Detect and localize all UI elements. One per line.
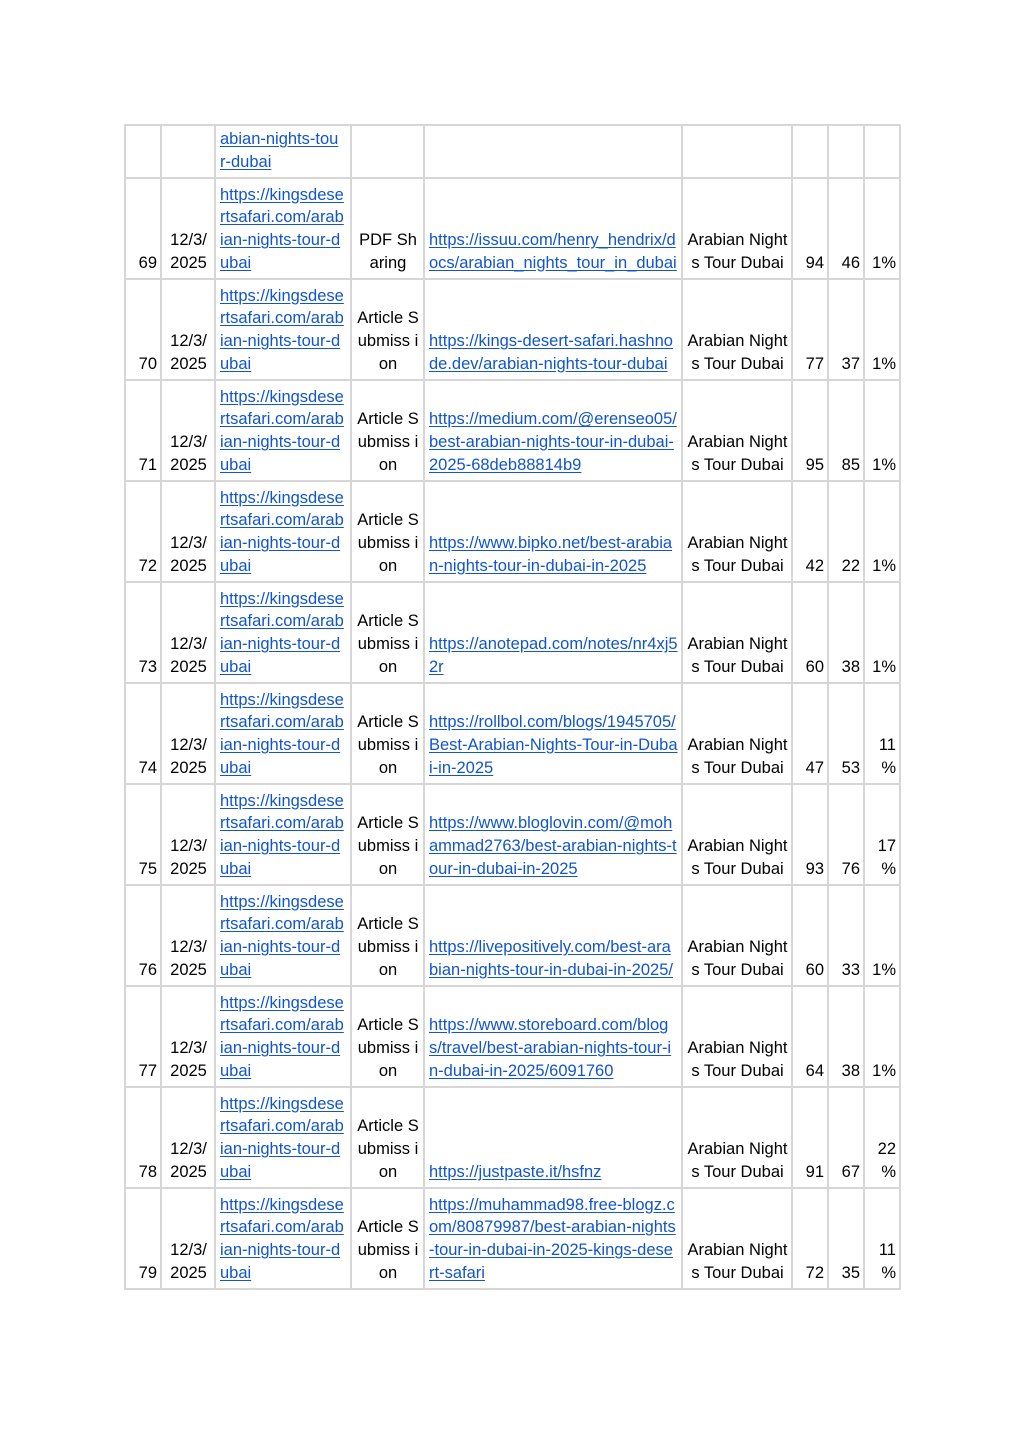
row-da: 72 <box>805 1263 824 1282</box>
cell-ss <box>864 380 900 481</box>
submission-link[interactable]: https://justpaste.it/hsfnz <box>429 1162 602 1181</box>
row-ss: 1% <box>872 455 896 474</box>
cell-da <box>792 683 828 784</box>
cell-ss <box>864 279 900 380</box>
cell-ss <box>864 683 900 784</box>
row-number: 73 <box>138 657 157 676</box>
cell-type <box>351 1188 424 1289</box>
backlink-table <box>124 124 901 1290</box>
source-link[interactable]: https://kingsdesertsafari.com/arabian-nights-tour-dubai <box>220 286 344 373</box>
cell-type <box>351 125 424 178</box>
cell-ss <box>864 784 900 885</box>
cell-pa <box>828 885 864 986</box>
row-submission-type: Article Submiss ion <box>357 1016 419 1080</box>
cell-keyword <box>682 683 792 784</box>
row-keyword: Arabian Nights Tour Dubai <box>687 433 788 474</box>
row-ss: 1% <box>872 354 896 373</box>
source-link[interactable]: abian-nights-tou r-dubai <box>220 130 339 171</box>
cell-keyword <box>682 1188 792 1289</box>
cell-pa <box>828 1188 864 1289</box>
table-row <box>125 1188 900 1289</box>
cell-da <box>792 380 828 481</box>
cell-keyword <box>682 178 792 279</box>
cell-number <box>125 683 161 784</box>
row-date: 12/3/ 2025 <box>170 1140 207 1181</box>
row-number: 74 <box>138 758 157 777</box>
submission-link[interactable]: https://www.bloglovin.com/@mohammad2763/best-arabian-nights-tour-in-dubai-in-2025 <box>429 814 677 878</box>
submission-link[interactable]: https://livepositively.com/best-arabian-nights-tour-in-dubai-in-2025/ <box>429 938 673 979</box>
row-number: 77 <box>138 1061 157 1080</box>
submission-link[interactable]: https://medium.com/@erenseo05/best-arabian-nights-tour-in-dubai-2025-68deb88814b9 <box>429 410 677 474</box>
row-number: 69 <box>138 253 157 272</box>
row-pa: 67 <box>841 1162 860 1181</box>
submission-link[interactable]: https://muhammad98.free-blogz.com/80879987/best-arabian-nights-tour-in-dubai-in-2025-kings-desert-safari <box>429 1195 676 1282</box>
source-link[interactable]: https://kingsdesertsafari.com/arabian-nights-tour-dubai <box>220 185 344 272</box>
cell-da <box>792 178 828 279</box>
row-ss: 1% <box>872 253 896 272</box>
cell-keyword <box>682 784 792 885</box>
row-submission-type: Article Submiss ion <box>357 1117 419 1181</box>
cell-type <box>351 683 424 784</box>
row-pa: 38 <box>841 1061 860 1080</box>
cell-number <box>125 582 161 683</box>
cell-ss <box>864 125 900 178</box>
cell-ss <box>864 1188 900 1289</box>
table-row <box>125 784 900 885</box>
cell-date <box>161 125 215 178</box>
row-ss: 1% <box>872 960 896 979</box>
cell-date <box>161 178 215 279</box>
cell-submission-url <box>424 1087 682 1188</box>
cell-source-url <box>215 784 351 885</box>
row-da: 60 <box>805 960 824 979</box>
row-date: 12/3/ 2025 <box>170 1039 207 1080</box>
row-number: 70 <box>138 354 157 373</box>
row-number: 76 <box>138 960 157 979</box>
cell-ss <box>864 582 900 683</box>
cell-submission-url <box>424 481 682 582</box>
row-keyword: Arabian Nights Tour Dubai <box>687 332 788 373</box>
cell-pa <box>828 582 864 683</box>
row-da: 95 <box>805 455 824 474</box>
submission-link[interactable]: https://kings-desert-safari.hashnode.dev/arabian-nights-tour-dubai <box>429 332 673 373</box>
cell-number <box>125 380 161 481</box>
row-da: 42 <box>805 556 824 575</box>
cell-keyword <box>682 279 792 380</box>
cell-type <box>351 986 424 1087</box>
cell-type <box>351 1087 424 1188</box>
cell-date <box>161 481 215 582</box>
source-link[interactable]: https://kingsdesertsafari.com/arabian-nights-tour-dubai <box>220 791 344 878</box>
table-row <box>125 481 900 582</box>
cell-type <box>351 582 424 683</box>
cell-date <box>161 986 215 1087</box>
cell-keyword <box>682 125 792 178</box>
row-keyword: Arabian Nights Tour Dubai <box>687 1241 788 1282</box>
row-date: 12/3/ 2025 <box>170 837 207 878</box>
row-submission-type: Article Submiss ion <box>357 713 419 777</box>
cell-pa <box>828 279 864 380</box>
table-row <box>125 1087 900 1188</box>
cell-da <box>792 885 828 986</box>
row-keyword: Arabian Nights Tour Dubai <box>687 1140 788 1181</box>
row-date: 12/3/ 2025 <box>170 635 207 676</box>
cell-da <box>792 784 828 885</box>
cell-pa <box>828 178 864 279</box>
cell-submission-url <box>424 683 682 784</box>
cell-pa <box>828 683 864 784</box>
cell-keyword <box>682 380 792 481</box>
cell-source-url <box>215 1188 351 1289</box>
source-link[interactable]: https://kingsdesertsafari.com/arabian-nights-tour-dubai <box>220 690 344 777</box>
cell-da <box>792 986 828 1087</box>
row-keyword: Arabian Nights Tour Dubai <box>687 534 788 575</box>
cell-submission-url <box>424 279 682 380</box>
cell-date <box>161 582 215 683</box>
row-submission-type: PDF Sharing <box>359 231 417 272</box>
cell-type <box>351 380 424 481</box>
row-keyword: Arabian Nights Tour Dubai <box>687 1039 788 1080</box>
row-submission-type: Article Submiss ion <box>357 410 419 474</box>
row-da: 91 <box>805 1162 824 1181</box>
row-ss: 1% <box>872 556 896 575</box>
row-pa: 35 <box>841 1263 860 1282</box>
cell-ss <box>864 481 900 582</box>
cell-ss <box>864 885 900 986</box>
cell-number <box>125 1188 161 1289</box>
row-date: 12/3/ 2025 <box>170 332 207 373</box>
cell-submission-url <box>424 380 682 481</box>
cell-da <box>792 481 828 582</box>
cell-number <box>125 125 161 178</box>
table-row <box>125 380 900 481</box>
row-pa: 53 <box>841 758 860 777</box>
cell-pa <box>828 125 864 178</box>
submission-link[interactable]: https://anotepad.com/notes/nr4xj52r <box>429 635 678 676</box>
cell-ss <box>864 1087 900 1188</box>
row-da: 93 <box>805 859 824 878</box>
table-row <box>125 178 900 279</box>
row-da: 64 <box>805 1061 824 1080</box>
source-link[interactable]: https://kingsdesertsafari.com/arabian-nights-tour-dubai <box>220 993 344 1080</box>
table-row <box>125 683 900 784</box>
cell-source-url <box>215 1087 351 1188</box>
cell-da <box>792 1188 828 1289</box>
row-number: 75 <box>138 859 157 878</box>
cell-source-url <box>215 885 351 986</box>
row-pa: 37 <box>841 354 860 373</box>
cell-number <box>125 1087 161 1188</box>
row-ss: 11 % <box>878 736 896 777</box>
row-number: 72 <box>138 556 157 575</box>
row-submission-type: Article Submiss ion <box>357 1218 419 1282</box>
cell-da <box>792 279 828 380</box>
cell-number <box>125 279 161 380</box>
cell-da <box>792 125 828 178</box>
row-ss: 1% <box>872 657 896 676</box>
cell-pa <box>828 481 864 582</box>
cell-submission-url <box>424 986 682 1087</box>
cell-keyword <box>682 582 792 683</box>
row-ss: 17 % <box>877 837 896 878</box>
row-keyword: Arabian Nights Tour Dubai <box>687 736 788 777</box>
cell-date <box>161 380 215 481</box>
submission-link[interactable]: https://www.storeboard.com/blogs/travel/best-arabian-nights-tour-in-dubai-in-2025/6091760 <box>429 1016 672 1080</box>
row-ss: 1% <box>872 1061 896 1080</box>
row-submission-type: Article Submiss ion <box>357 915 419 979</box>
row-ss: 11 % <box>878 1241 896 1282</box>
cell-ss <box>864 986 900 1087</box>
source-link[interactable]: https://kingsdesertsafari.com/arabian-nights-tour-dubai <box>220 387 344 474</box>
row-pa: 46 <box>841 253 860 272</box>
row-number: 79 <box>138 1263 157 1282</box>
table-row <box>125 986 900 1087</box>
row-keyword: Arabian Nights Tour Dubai <box>687 837 788 878</box>
cell-keyword <box>682 1087 792 1188</box>
submission-link[interactable]: https://issuu.com/henry_hendrix/docs/arabian_nights_tour_in_dubai <box>429 231 677 272</box>
row-pa: 38 <box>841 657 860 676</box>
row-submission-type: Article Submiss ion <box>357 814 419 878</box>
source-link[interactable]: https://kingsdesertsafari.com/arabian-nights-tour-dubai <box>220 488 344 575</box>
row-date: 12/3/ 2025 <box>170 534 207 575</box>
cell-submission-url <box>424 784 682 885</box>
cell-type <box>351 885 424 986</box>
row-submission-type: Article Submiss ion <box>357 511 419 575</box>
cell-pa <box>828 1087 864 1188</box>
row-date: 12/3/ 2025 <box>170 231 207 272</box>
table-body <box>125 125 900 1289</box>
cell-type <box>351 481 424 582</box>
cell-pa <box>828 784 864 885</box>
row-pa: 76 <box>841 859 860 878</box>
cell-source-url <box>215 380 351 481</box>
cell-source-url <box>215 481 351 582</box>
cell-submission-url <box>424 1188 682 1289</box>
row-da: 77 <box>805 354 824 373</box>
source-link[interactable]: https://kingsdesertsafari.com/arabian-nights-tour-dubai <box>220 1094 344 1181</box>
row-da: 47 <box>805 758 824 777</box>
cell-source-url <box>215 178 351 279</box>
row-pa: 22 <box>841 556 860 575</box>
cell-date <box>161 885 215 986</box>
cell-number <box>125 784 161 885</box>
cell-ss <box>864 178 900 279</box>
row-submission-type: Article Submiss ion <box>357 309 419 373</box>
cell-submission-url <box>424 178 682 279</box>
table-row <box>125 582 900 683</box>
cell-date <box>161 279 215 380</box>
source-link[interactable]: https://kingsdesertsafari.com/arabian-nights-tour-dubai <box>220 589 344 676</box>
row-date: 12/3/ 2025 <box>170 736 207 777</box>
cell-date <box>161 1188 215 1289</box>
cell-number <box>125 178 161 279</box>
source-link[interactable]: https://kingsdesertsafari.com/arabian-nights-tour-dubai <box>220 892 344 979</box>
row-submission-type: Article Submiss ion <box>357 612 419 676</box>
cell-type <box>351 279 424 380</box>
cell-submission-url <box>424 885 682 986</box>
row-date: 12/3/ 2025 <box>170 938 207 979</box>
cell-date <box>161 1087 215 1188</box>
row-keyword: Arabian Nights Tour Dubai <box>687 231 788 272</box>
row-date: 12/3/ 2025 <box>170 1241 207 1282</box>
cell-number <box>125 481 161 582</box>
cell-source-url <box>215 683 351 784</box>
cell-keyword <box>682 885 792 986</box>
row-number: 78 <box>138 1162 157 1181</box>
cell-date <box>161 683 215 784</box>
cell-keyword <box>682 986 792 1087</box>
row-pa: 85 <box>841 455 860 474</box>
row-da: 94 <box>805 253 824 272</box>
row-da: 60 <box>805 657 824 676</box>
cell-number <box>125 885 161 986</box>
row-pa: 33 <box>841 960 860 979</box>
row-date: 12/3/ 2025 <box>170 433 207 474</box>
table-row <box>125 279 900 380</box>
cell-submission-url <box>424 125 682 178</box>
row-number: 71 <box>138 455 157 474</box>
cell-type <box>351 784 424 885</box>
cell-source-url <box>215 125 351 178</box>
cell-type <box>351 178 424 279</box>
cell-da <box>792 1087 828 1188</box>
cell-pa <box>828 986 864 1087</box>
cell-source-url <box>215 582 351 683</box>
table-row-continued <box>125 125 900 178</box>
submission-link[interactable]: https://www.bipko.net/best-arabian-nights-tour-in-dubai-in-2025 <box>429 534 673 575</box>
cell-number <box>125 986 161 1087</box>
cell-pa <box>828 380 864 481</box>
cell-date <box>161 784 215 885</box>
cell-keyword <box>682 481 792 582</box>
submission-link[interactable]: https://rollbol.com/blogs/1945705/Best-Arabian-Nights-Tour-in-Dubai-in-2025 <box>429 713 678 777</box>
row-keyword: Arabian Nights Tour Dubai <box>687 635 788 676</box>
row-ss: 22 % <box>877 1140 896 1181</box>
cell-source-url <box>215 986 351 1087</box>
cell-source-url <box>215 279 351 380</box>
table-row <box>125 885 900 986</box>
cell-da <box>792 582 828 683</box>
cell-submission-url <box>424 582 682 683</box>
source-link[interactable]: https://kingsdesertsafari.com/arabian-nights-tour-dubai <box>220 1195 344 1282</box>
row-keyword: Arabian Nights Tour Dubai <box>687 938 788 979</box>
